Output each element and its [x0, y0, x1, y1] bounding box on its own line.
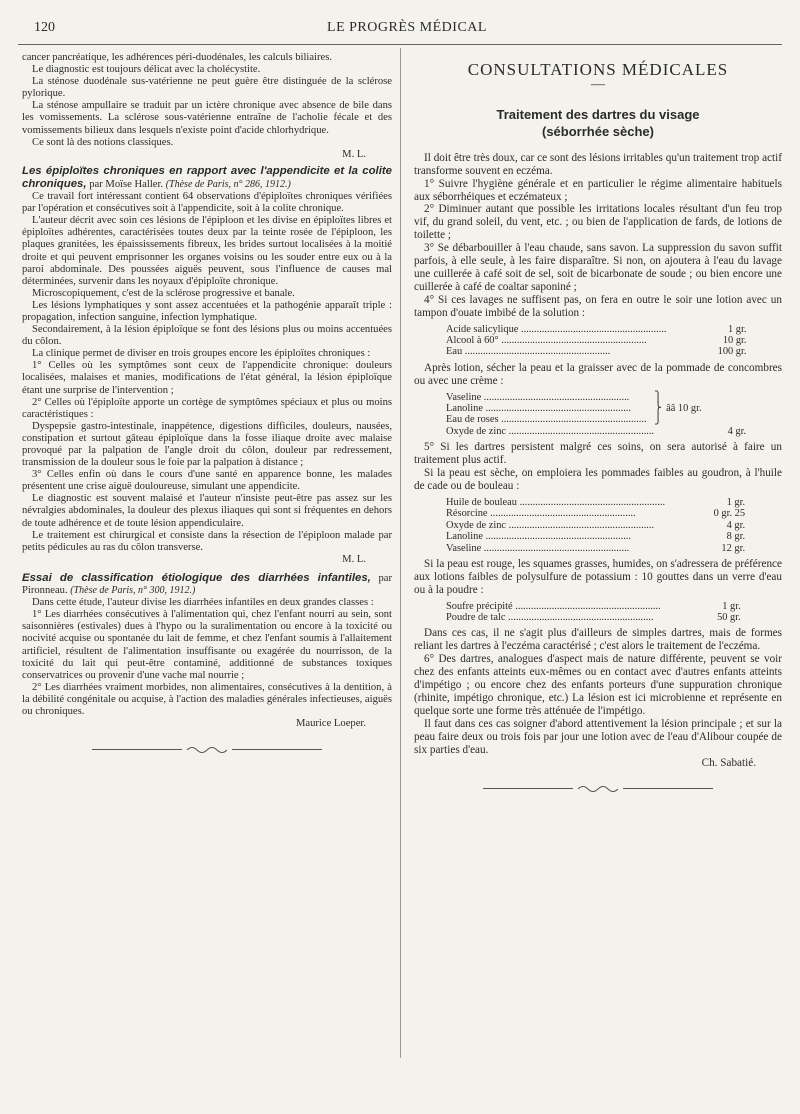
review-paragraph: 2° Celles où l'épiploïte apporte un cortège de symptômes spéciaux et plus ou moins caractéristiques :	[22, 396, 392, 420]
prescription-row: Eau ..... 100 gr.	[446, 346, 747, 357]
review-paragraph: Microscopiquement, c'est de la sclérose progressive et banale.	[32, 287, 295, 299]
prescription-row: Soufre précipité ..... 1 gr.	[446, 601, 741, 612]
prescription-row: Oxyde de zinc ..... 4 gr.	[446, 520, 745, 531]
prescription-row: Acide salicylique ..... 1 gr.	[446, 324, 747, 335]
review-signature: Maurice Loeper.	[295, 718, 366, 730]
article-paragraph: Si la peau est rouge, les squames grasses, humides, on s'adressera de préférence aux lotions faibles de polysulfure de potassium : 10 gouttes dans un verre d'eau ou à la poudre :	[414, 557, 782, 596]
article-paragraph: 2° Diminuer autant que possible les irritations locales résultant d'un feu trop vif, du grand soleil, du vent, etc. ; ou bien de l'application de fards, de lotions de toilette ;	[414, 203, 782, 242]
review-paragraph: Les lésions lymphatiques y sont assez accentuées et la pathogénie apparaît triple : propagation, infection sanguine, infection lymphatique.	[22, 299, 392, 323]
prescription-row: Lanoline ..... ⎬	[446, 403, 746, 414]
end-ornament	[483, 783, 713, 793]
review-citation: (Thèse de Paris, n° 286, 1912.)	[165, 178, 291, 190]
prescription-row: Oxyde de zinc ..... 4 gr.	[446, 426, 746, 437]
review-title: Essai de classification étiologique des diarrhées infantiles,	[22, 571, 371, 584]
review-paragraph: 3° Celles enfin où dans le cours d'une santé en apparence bonne, les malades présentent une crise aiguë douloureuse, simulant une appendicite.	[22, 469, 392, 493]
intro-paragraph: Le diagnostic est toujours délicat avec la cholécystite.	[32, 64, 261, 76]
left-column	[22, 52, 392, 754]
article-paragraph: Après lotion, sécher la peau et la graisser avec de la pommade de concombres ou avec une crème :	[414, 361, 782, 387]
review-heading-epiploites	[22, 165, 392, 191]
review-paragraph: Le traitement est chirurgical et consiste dans la résection de l'épiploon malade par petits pédicules au ras du côlon transverse.	[22, 529, 392, 553]
article-title-line: Traitement des dartres du visage	[496, 106, 700, 122]
prescription-row: Huile de bouleau ..... 1 gr.	[446, 497, 745, 508]
article-paragraph: Il doit être très doux, car ce sont des lésions irritables qu'un traitement trop actif transforme souvent en eczéma.	[414, 151, 782, 177]
prescription-cream	[446, 392, 746, 438]
review-author: par Moïse Haller.	[89, 178, 164, 190]
prescription-row: Vaseline ..... 12 gr.	[446, 543, 745, 554]
review-paragraph: 1° Celles où les symptômes sont ceux de l'appendicite chronique: douleurs localisées, malaises et manies, modifications de l'état général, la lésion épiploïque étant une surprise de l'intervention ;	[22, 360, 392, 396]
intro-paragraph: cancer pancréatique, les adhérences péri-duodénales, les calculs biliaires.	[22, 52, 333, 63]
prescription-poudre	[446, 601, 741, 624]
article-subtitle-line: (séborrhée sèche)	[542, 123, 654, 139]
article-paragraph: 1° Suivre l'hygiène générale et en particulier le régime alimentaire habituels aux séborrhéiques et eczémateux ;	[414, 177, 782, 203]
review-heading-diarrhees	[22, 572, 392, 597]
review-citation: (Thèse de Paris, n° 300, 1912.)	[70, 585, 196, 597]
article-paragraph: Il faut dans ces cas soigner d'abord attentivement la lésion principale ; et sur la peau faire deux ou trois fois par jour une lotion avec de l'eau d'Alibour coupée de six parties d'eau.	[414, 717, 782, 756]
review-title: Les épiploïtes chroniques en rapport avec l'appendicite et la colite chroniques,	[22, 164, 392, 190]
header-rule	[18, 44, 782, 45]
prescription-row: Poudre de talc ..... 50 gr.	[446, 612, 741, 623]
prescription-pommade	[446, 497, 745, 554]
prescription-row: Résorcine ..... 0 gr. 25	[446, 508, 745, 519]
intro-signature: M. L.	[342, 148, 366, 160]
article-paragraph: 6° Des dartres, analogues d'aspect mais de nature différente, peuvent se voir chez des enfants atteints eux-mêmes ou en contact avec d'autres enfants atteints d'impétigo ; ou encore chez des enfants porteurs d'une suppuration chronique (rhinite, impétigo chronique, etc.) La lésion est ici microbienne et représente en quelque sorte une forme très atténuée de l'impétigo.	[414, 653, 782, 717]
prescription-row: Alcool à 60° ..... 10 gr.	[446, 335, 747, 346]
journal-title: LE PROGRÈS MÉDICAL	[327, 20, 487, 35]
article-title	[414, 106, 782, 140]
intro-paragraph: La sténose duodénale sus-vatérienne ne peut guère être distinguée de la sclérose pylorique.	[22, 76, 392, 100]
article-signature: Ch. Sabatié.	[701, 756, 756, 769]
review-paragraph: La clinique permet de diviser en trois groupes encore les épiploïtes chroniques :	[32, 348, 371, 360]
prescription-row: Eau de roses ..... ⎭	[446, 414, 746, 425]
section-title: CONSULTATIONS MÉDICALES	[467, 60, 729, 79]
page-number: 120	[34, 20, 55, 35]
review-paragraph: Dyspepsie gastro-intestinale, inappétence, digestions difficiles, douleurs, nausées, constipation et surtout gâteau épiploïque dans la fosse iliaque droite avec malaise provoqué par la palpation de l'angle droit du côlon, douleur par redressement, transmission de la douleur sous le foie par la palpation à distance ;	[22, 420, 392, 469]
review-paragraph: Dans cette étude, l'auteur divise les diarrhées infantiles en deux grandes classes :	[32, 597, 374, 609]
review-paragraph: 1° Les diarrhées consécutives à l'alimentation qui, chez l'enfant nourri au sein, sont saisonnières (estivales) dues à l'hypo ou la suralimentation ou encore à la toxicité ou nocivité acquise ou spontanée du lait de femme, et chez l'enfant soumis à l'allaitement artificiel, résultent de l'alimentation insuffisante ou exagérée du nourrisson, de la toxicité du lait qui peut-être contaminé, additionné de substances toxiques conservatrices ou provenir d'une vache mal nourrie ;	[22, 609, 392, 681]
prescription-row: Lanoline ..... 8 gr.	[446, 531, 745, 542]
article-paragraph: Dans ces cas, il ne s'agit plus d'ailleurs de simples dartres, mais de formes reliant les dartres à l'eczéma caractérisé ; c'est alors le traitement de l'eczéma.	[414, 627, 782, 653]
article-paragraph: 4° Si ces lavages ne suffisent pas, on fera en outre le soir une lotion avec un tampon d'ouate imbibé de la solution :	[414, 293, 782, 319]
article-paragraph: 5° Si les dartres persistent malgré ces soins, on sera autorisé à faire un traitement plus actif.	[414, 441, 782, 467]
review-paragraph: Ce travail fort intéressant contient 64 observations d'épiploïtes chroniques vérifiées par l'opération et consécutives soit à l'appendicite, soit à la colite chronique.	[22, 191, 392, 215]
article-paragraph: Si la peau est sèche, on emploiera les pommades faibles au goudron, à l'huile de cade ou de bouleau :	[414, 467, 782, 492]
right-column	[414, 62, 782, 793]
section-dash: —	[591, 76, 605, 92]
article-paragraph: 3° Se débarbouiller à l'eau chaude, sans savon. La suppression du savon suffit parfois, à elle seule, à les faire disparaître. Si non, on ajoutera à l'eau du lavage une cuillerée à café soit de sel, soit de bicarbonate de soude ; ou bien encore une cuillerée à café de coaltar saponiné ;	[414, 242, 782, 293]
page-header	[34, 18, 780, 40]
end-ornament	[92, 744, 322, 754]
review-paragraph: Le diagnostic est souvent malaisé et l'auteur n'insiste peut-être pas assez sur les névralgies abdominales, la douleur des plexus iliaques qui sont si fréquentes en dehors de toute adhérence et de toute lésion appendiculaire.	[22, 493, 392, 529]
review-author: par Pironneau.	[22, 572, 392, 597]
review-paragraph: 2° Les diarrhées vraiment morbides, non alimentaires, consécutives à la dentition, à la débilité congénitale ou acquise, à l'action des maladies générales infectieuses, aiguës ou chroniques.	[22, 681, 392, 717]
review-paragraph: L'auteur décrit avec soin ces lésions de l'épiploon et les divise en épiploïtes libres et épiploïtes adhérentes, caractérisées toutes deux par la teinte rosée de l'épiploon, les plaques granitées, les épaississements fibreux, les brides surtout localisées à la moitié droite et qui peuvent emprisonner les organes voisins ou les souder entre eux ou à la paroi abdominale. Des poussées aiguës peuvent, sous l'influence de causes mal déterminées, survenir dans les noyaux d'épiploïte chronique.	[22, 215, 392, 287]
review-signature: M. L.	[342, 553, 366, 565]
column-separator	[400, 48, 401, 1058]
prescription-row: Vaseline ..... ⎫ ââ 10 gr.	[446, 392, 746, 403]
review-paragraph: Secondairement, à la lésion épiploïque se font des lésions plus ou moins accentuées du côlon.	[22, 324, 392, 348]
intro-paragraph: Ce sont là des notions classiques.	[32, 136, 174, 148]
prescription-lotion	[446, 324, 747, 358]
intro-paragraph: La sténose ampullaire se traduit par un ictère chronique avec absence de bile dans les vomissements. La sclérose sous-vatérienne entraîne de l'acholie fécale et des vomissements bilieux dans lesquels n'existe point d'acide chlorhydrique.	[22, 100, 392, 136]
